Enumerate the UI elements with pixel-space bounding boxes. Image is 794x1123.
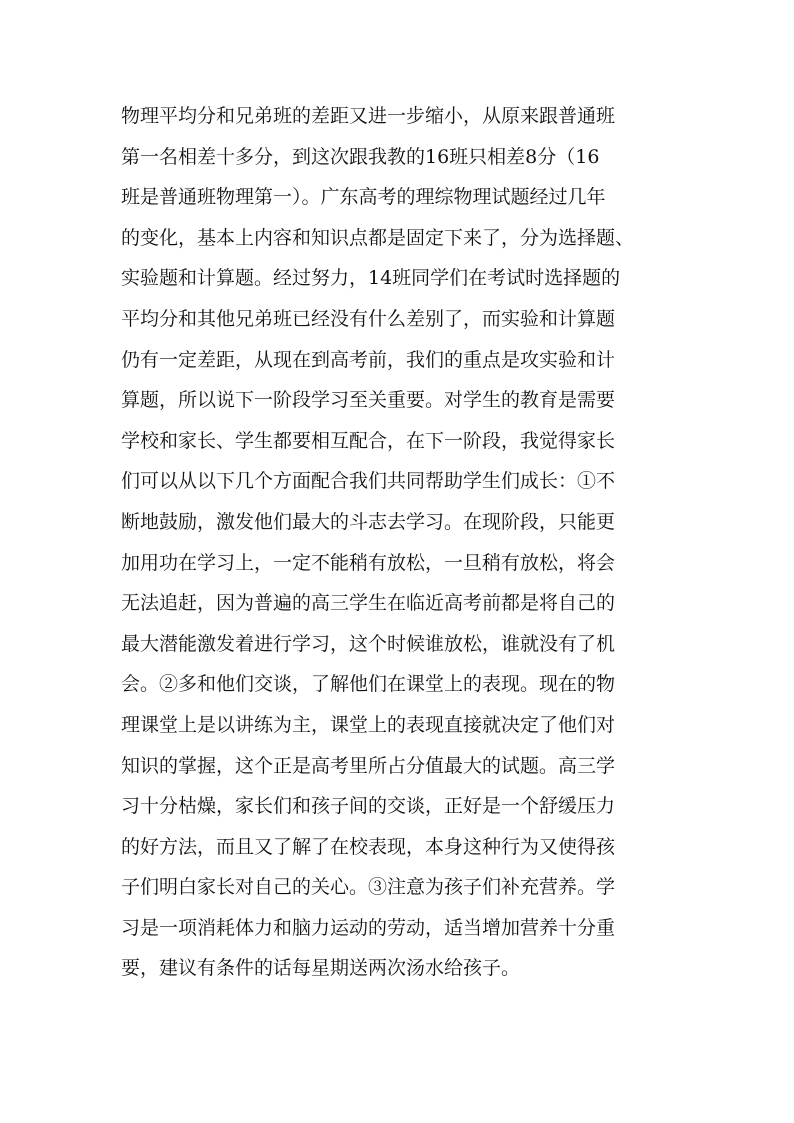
text-line: 断地鼓励，激发他们最大的斗志去学习。在现阶段，只能更: [121, 510, 616, 533]
text-line: 的变化，基本上内容和知识点都是固定下来了，分为选择题、: [121, 226, 635, 249]
text-line: 子们明白家长对自己的关心。③注意为孩子们补充营养。学: [121, 876, 616, 899]
text-line: 会。②多和他们交谈，了解他们在课堂上的表现。现在的物: [121, 673, 616, 696]
text-line: 班是普通班物理第一）。广东高考的理综物理试题经过几年: [121, 186, 606, 209]
text-line: 加用功在学习上，一定不能稍有放松，一旦稍有放松，将会: [121, 551, 616, 574]
text-line: 算题，所以说下一阶段学习至关重要。对学生的教育是需要: [121, 389, 616, 412]
text-line: 最大潜能激发着进行学习，这个时候谁放松，谁就没有了机: [121, 632, 616, 655]
text-line: 无法追赶，因为普遍的高三学生在临近高考前都是将自己的: [121, 592, 616, 615]
text-line: 要，建议有条件的话每星期送两次汤水给孩子。: [121, 957, 521, 980]
text-line: 物理平均分和兄弟班的差距又进一步缩小，从原来跟普通班: [121, 105, 616, 127]
text-line: 仍有一定差距，从现在到高考前，我们的重点是攻实验和计: [121, 348, 616, 371]
text-line: 第一名相差十多分，到这次跟我教的16班只相差8分（16: [121, 145, 600, 168]
text-line: 理课堂上是以讲练为主，课堂上的表现直接就决定了他们对: [121, 713, 616, 736]
text-line: 的好方法，而且又了解了在校表现，本身这种行为又使得孩: [121, 835, 616, 858]
text-line: 学校和家长、学生都要相互配合，在下一阶段，我觉得家长: [121, 429, 616, 452]
text-line: 习十分枯燥，家长们和孩子间的交谈，正好是一个舒缓压力: [121, 795, 616, 818]
text-line: 们可以从以下几个方面配合我们共同帮助学生们成长：①不: [121, 470, 616, 493]
text-line: 习是一项消耗体力和脑力运动的劳动，适当增加营养十分重: [121, 916, 616, 939]
text-line: 知识的掌握，这个正是高考里所占分值最大的试题。高三学: [121, 754, 616, 777]
text-line: 平均分和其他兄弟班已经没有什么差别了，而实验和计算题: [121, 307, 616, 330]
body-paragraph: [121, 96, 673, 989]
text-line: 实验题和计算题。经过努力，14班同学们在考试时选择题的: [121, 267, 621, 290]
